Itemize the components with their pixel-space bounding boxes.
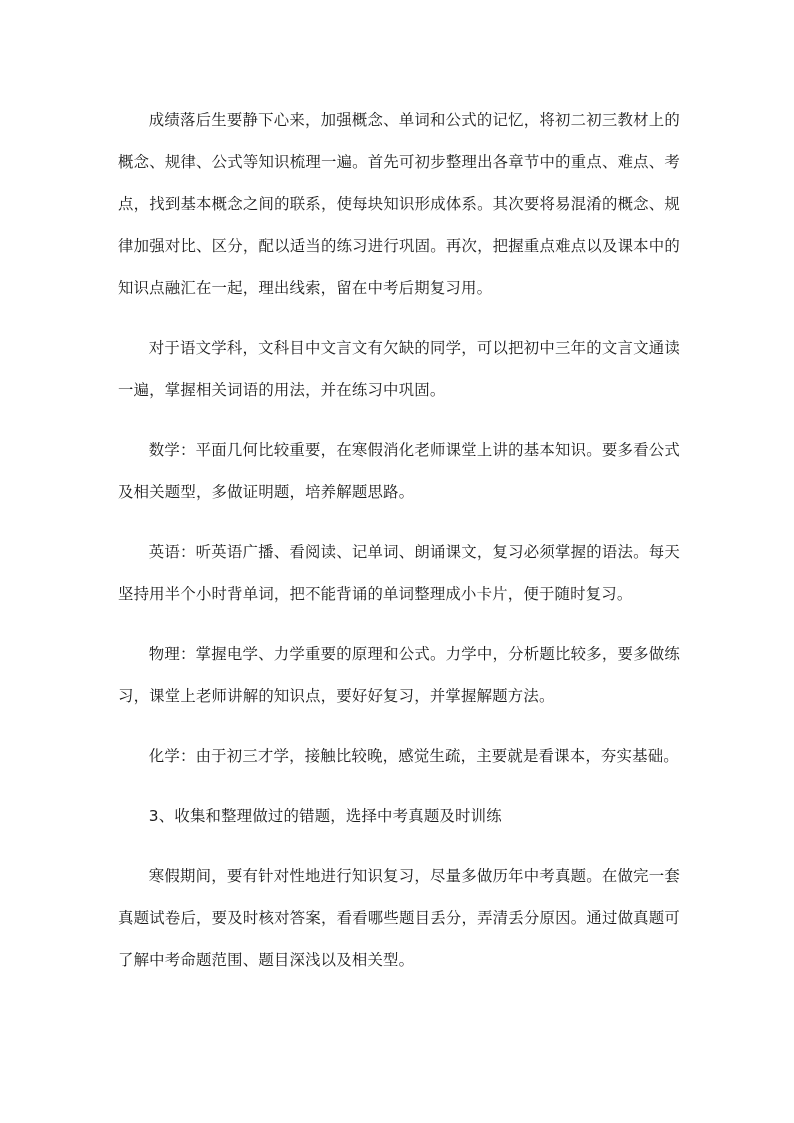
- paragraph-math: 数学：平面几何比较重要，在寒假消化老师课堂上讲的基本知识。要多看公式及相关题型，多做证明题，培养解题思路。: [118, 441, 680, 501]
- paragraph-review-strategy: 成绩落后生要静下心来，加强概念、单词和公式的记忆，将初二初三教材上的概念、规律、公式等知识梳理一遍。首先可初步整理出各章节中的重点、难点、考点，找到基本概念之间的联系，使每块知识形成体系。其次要将易混淆的概念、规律加强对比、区分，配以适当的练习进行巩固。再次，把握重点难点以及课本中的知识点融汇在一起，理出线索，留在中考后期复习用。: [118, 111, 680, 297]
- section-heading-wrong-questions: 3、收集和整理做过的错题，选择中考真题及时训练: [148, 807, 502, 825]
- paragraph-exam-practice: 寒假期间，要有针对性地进行知识复习，尽量多做历年中考真题。在做完一套真题试卷后，要及时核对答案，看看哪些题目丢分，弄清丢分原因。通过做真题可了解中考命题范围、题目深浅以及相关型。: [118, 867, 680, 969]
- paragraph-english: 英语：听英语广播、看阅读、记单词、朗诵课文，复习必须掌握的语法。每天坚持用半个小时背单词，把不能背诵的单词整理成小卡片，便于随时复习。: [118, 543, 680, 603]
- paragraph-chemistry: 化学：由于初三才学，接触比较晚，感觉生疏，主要就是看课本，夯实基础。: [148, 747, 679, 765]
- paragraph-chinese: 对于语文学科，文科目中文言文有欠缺的同学，可以把初中三年的文言文通读一遍，掌握相关词语的用法，并在练习中巩固。: [118, 339, 680, 399]
- paragraph-physics: 物理：掌握电学、力学重要的原理和公式。力学中，分析题比较多，要多做练习，课堂上老师讲解的知识点，要好好复习，并掌握解题方法。: [118, 645, 680, 705]
- document-body: [118, 99, 680, 999]
